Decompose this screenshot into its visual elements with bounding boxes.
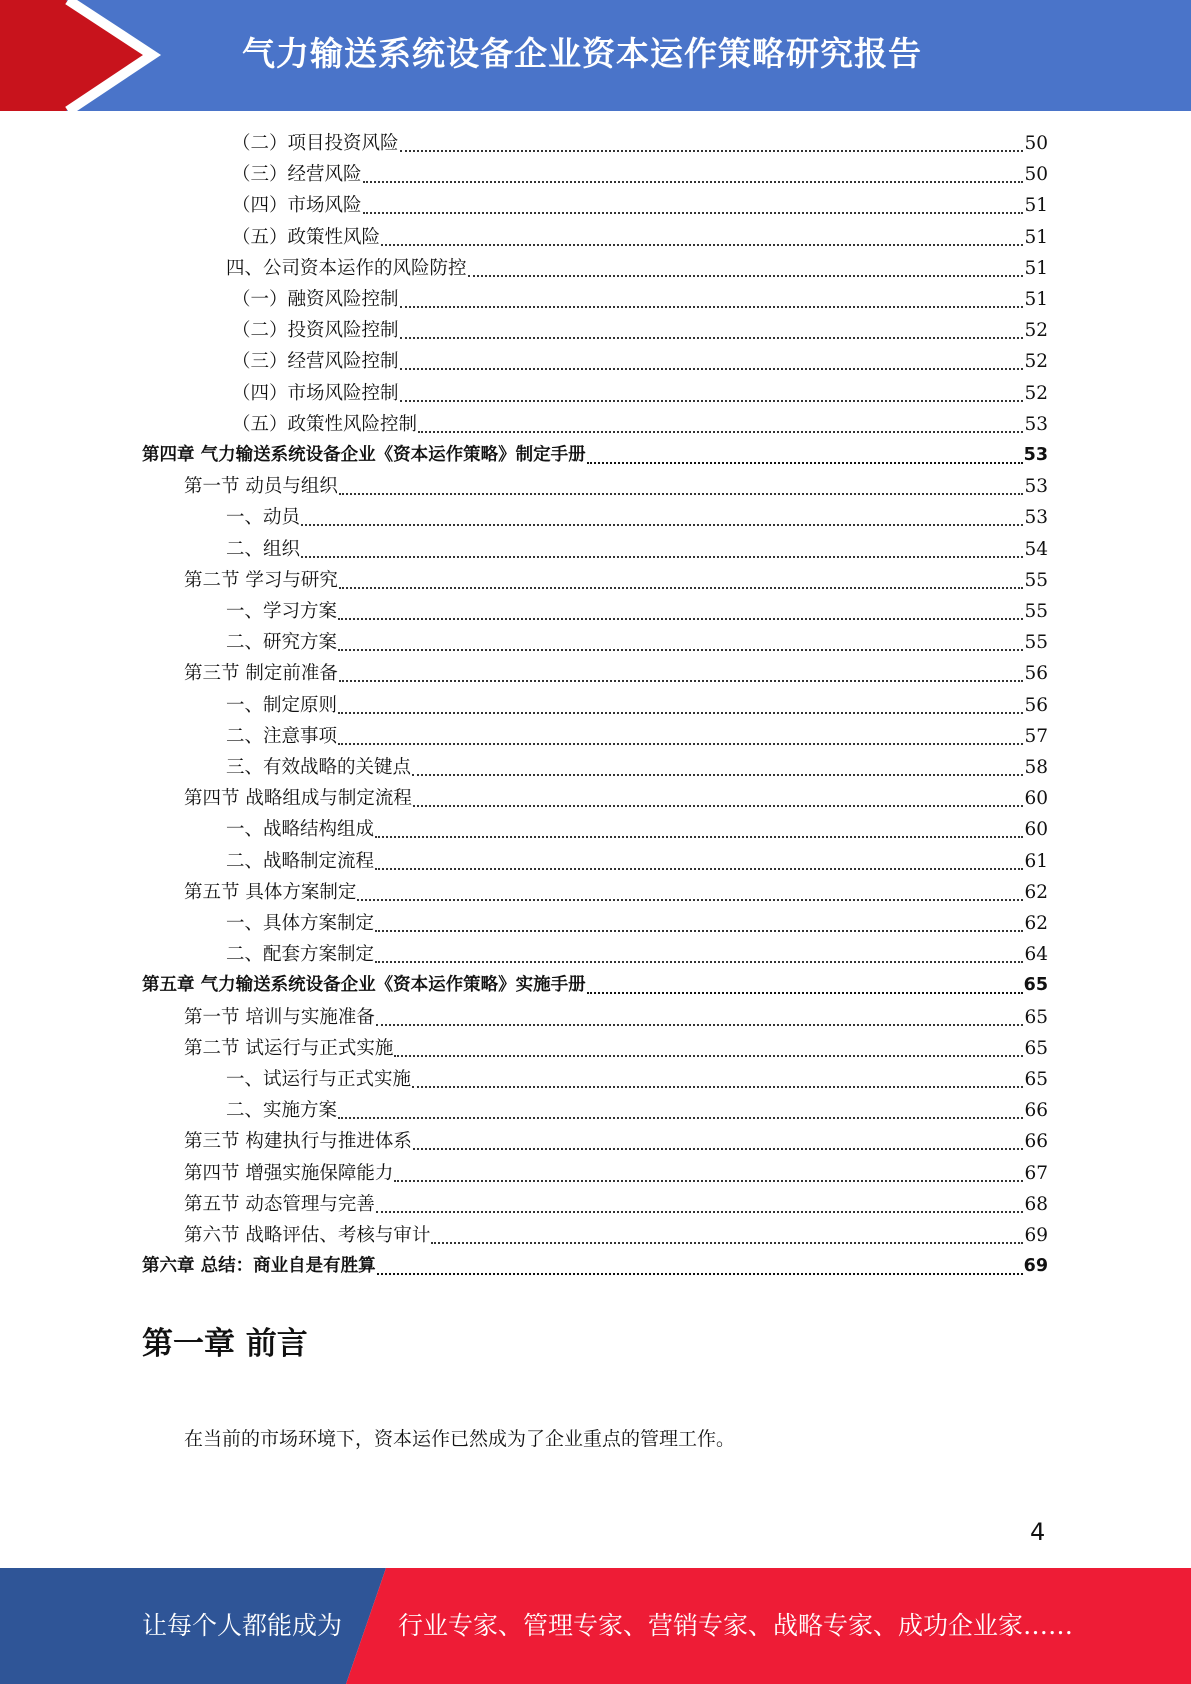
toc-leader-dots (363, 181, 1024, 183)
toc-entry-title: 二、注意事项 (226, 726, 338, 747)
toc-leader-dots (375, 868, 1023, 870)
toc-entry[interactable] (232, 284, 1048, 315)
toc-entry[interactable] (232, 190, 1048, 221)
toc-leader-dots (376, 1211, 1024, 1213)
toc-leader-dots (338, 1117, 1023, 1119)
toc-leader-dots (301, 556, 1023, 558)
toc-entry-page: 65 (1024, 1007, 1048, 1028)
toc-entry-page: 58 (1024, 757, 1048, 778)
toc-entry-page: 54 (1024, 539, 1048, 560)
toc-entry-title: 一、学习方案 (226, 601, 338, 622)
toc-entry[interactable] (226, 627, 1048, 658)
toc-leader-dots (394, 1055, 1023, 1057)
toc-entry-page: 52 (1024, 383, 1048, 404)
toc-entry[interactable] (232, 128, 1048, 159)
toc-entry-page: 66 (1024, 1100, 1048, 1121)
toc-entry-page: 50 (1024, 133, 1048, 154)
toc-entry-title: （五）政策性风险 (232, 227, 381, 248)
toc-entry-page: 68 (1024, 1194, 1048, 1215)
toc-entry-page: 55 (1024, 570, 1048, 591)
toc-leader-dots (400, 306, 1024, 308)
toc-leader-dots (394, 1180, 1023, 1182)
toc-chapter-entry[interactable] (142, 440, 1048, 471)
toc-entry-title: 第四章 气力输送系统设备企业《资本运作策略》制定手册 (142, 445, 586, 465)
toc-leader-dots (412, 774, 1023, 776)
toc-entry[interactable] (226, 846, 1048, 877)
footer-slogan-right: 行业专家、管理专家、营销专家、战略专家、成功企业家…… (398, 1611, 1074, 1640)
toc-entry[interactable] (232, 159, 1048, 190)
toc-entry-page: 57 (1024, 726, 1048, 747)
toc-entry-title: 二、实施方案 (226, 1100, 338, 1121)
toc-entry-page: 64 (1024, 944, 1048, 965)
toc-leader-dots (301, 524, 1023, 526)
toc-entry-title: 一、动员 (226, 507, 301, 528)
toc-leader-dots (375, 836, 1023, 838)
toc-entry-page: 51 (1024, 289, 1048, 310)
toc-entry[interactable] (226, 534, 1048, 565)
toc-entry-title: 第三节 构建执行与推进体系 (184, 1131, 412, 1152)
toc-entry[interactable] (226, 939, 1048, 970)
footer-slogan-left: 让每个人都能成为 (142, 1611, 343, 1640)
toc-entry-title: 第一节 动员与组织 (184, 476, 338, 497)
toc-entry-title: 第二节 学习与研究 (184, 570, 338, 591)
toc-entry[interactable] (184, 1189, 1048, 1220)
toc-entry[interactable] (184, 1220, 1048, 1251)
toc-entry-title: 二、配套方案制定 (226, 944, 375, 965)
toc-entry-page: 51 (1024, 258, 1048, 279)
toc-leader-dots (400, 368, 1024, 370)
toc-entry[interactable] (184, 1002, 1048, 1033)
toc-entry[interactable] (232, 378, 1048, 409)
toc-entry-title: 一、战略结构组成 (226, 819, 375, 840)
toc-entry-page: 52 (1024, 320, 1048, 341)
toc-chapter-entry[interactable] (142, 1251, 1048, 1282)
toc-entry-page: 52 (1024, 351, 1048, 372)
toc-leader-dots (377, 1273, 1023, 1275)
toc-entry[interactable] (232, 346, 1048, 377)
toc-leader-dots (431, 1242, 1023, 1244)
toc-entry[interactable] (226, 1064, 1048, 1095)
toc-entry-title: 第二节 试运行与正式实施 (184, 1038, 394, 1059)
toc-entry-page: 53 (1024, 414, 1048, 435)
body-paragraph: 在当前的市场环境下，资本运作已然成为了企业重点的管理工作。 (184, 1428, 736, 1450)
toc-leader-dots (339, 493, 1024, 495)
toc-entry-page: 51 (1024, 227, 1048, 248)
toc-entry-title: 第四节 增强实施保障能力 (184, 1163, 394, 1184)
toc-entry-page: 51 (1024, 195, 1048, 216)
toc-leader-dots (587, 992, 1023, 994)
toc-entry[interactable] (184, 471, 1048, 502)
toc-entry-title: 第六章 总结：商业自是有胜算 (142, 1256, 376, 1276)
toc-leader-dots (339, 587, 1024, 589)
toc-entry-title: （四）市场风险 (232, 195, 362, 216)
toc-leader-dots (375, 930, 1023, 932)
toc-leader-dots (413, 805, 1024, 807)
toc-entry-title: （四）市场风险控制 (232, 383, 399, 404)
page-header (0, 0, 1191, 111)
toc-leader-dots (400, 400, 1024, 402)
toc-entry-title: 一、试运行与正式实施 (226, 1069, 412, 1090)
toc-entry[interactable] (184, 1033, 1048, 1064)
toc-leader-dots (338, 712, 1023, 714)
toc-entry-page: 61 (1024, 851, 1048, 872)
toc-entry-title: （三）经营风险控制 (232, 351, 399, 372)
toc-entry-page: 53 (1024, 507, 1048, 528)
toc-entry-page: 65 (1023, 975, 1048, 995)
toc-entry-title: 三、有效战略的关键点 (226, 757, 412, 778)
toc-entry-title: 第三节 制定前准备 (184, 663, 338, 684)
toc-entry-page: 69 (1023, 1256, 1048, 1276)
toc-entry-page: 66 (1024, 1131, 1048, 1152)
toc-entry-page: 67 (1024, 1163, 1048, 1184)
toc-leader-dots (418, 431, 1023, 433)
toc-entry-title: （五）政策性风险控制 (232, 414, 418, 435)
page-footer (0, 1568, 1191, 1684)
toc-entry-title: 一、具体方案制定 (226, 913, 375, 934)
toc-leader-dots (376, 1024, 1024, 1026)
toc-entry-page: 60 (1024, 788, 1048, 809)
toc-entry[interactable] (184, 783, 1048, 814)
toc-entry-page: 53 (1023, 445, 1048, 465)
toc-entry-title: 第五节 动态管理与完善 (184, 1194, 375, 1215)
toc-leader-dots (400, 150, 1024, 152)
toc-entry-title: 第五节 具体方案制定 (184, 882, 357, 903)
toc-entry-title: 第一节 培训与实施准备 (184, 1007, 375, 1028)
toc-entry[interactable] (232, 222, 1048, 253)
toc-entry[interactable] (226, 690, 1048, 721)
toc-entry-title: 二、战略制定流程 (226, 851, 375, 872)
toc-entry-title: 第四节 战略组成与制定流程 (184, 788, 412, 809)
toc-entry-page: 60 (1024, 819, 1048, 840)
toc-leader-dots (338, 649, 1023, 651)
toc-entry-page: 69 (1024, 1225, 1048, 1246)
toc-entry[interactable] (226, 721, 1048, 752)
toc-leader-dots (413, 1148, 1024, 1150)
toc-entry-title: 第六节 战略评估、考核与审计 (184, 1225, 431, 1246)
toc-entry[interactable] (226, 908, 1048, 939)
toc-entry[interactable] (184, 877, 1048, 908)
toc-entry-title: 二、组织 (226, 539, 301, 560)
toc-leader-dots (338, 618, 1023, 620)
toc-leader-dots (375, 961, 1023, 963)
toc-entry-page: 56 (1024, 663, 1048, 684)
toc-entry-title: 二、研究方案 (226, 632, 338, 653)
toc-entry[interactable] (226, 596, 1048, 627)
toc-entry-title: 四、公司资本运作的风险防控 (226, 258, 467, 279)
toc-entry[interactable] (226, 752, 1048, 783)
toc-entry[interactable] (226, 1095, 1048, 1126)
toc-entry[interactable] (184, 565, 1048, 596)
toc-entry-title: （二）投资风险控制 (232, 320, 399, 341)
toc-leader-dots (338, 743, 1023, 745)
page-number: 4 (1030, 1518, 1046, 1546)
toc-entry[interactable] (226, 814, 1048, 845)
toc-leader-dots (468, 275, 1024, 277)
toc-entry[interactable] (232, 409, 1048, 440)
toc-leader-dots (587, 462, 1023, 464)
toc-entry[interactable] (226, 253, 1048, 284)
toc-leader-dots (357, 899, 1023, 901)
toc-entry-title: 第五章 气力输送系统设备企业《资本运作策略》实施手册 (142, 975, 586, 995)
toc-entry[interactable] (232, 315, 1048, 346)
toc-entry[interactable] (226, 502, 1048, 533)
toc-entry[interactable] (184, 1126, 1048, 1157)
toc-entry[interactable] (184, 1158, 1048, 1189)
toc-entry-page: 55 (1024, 601, 1048, 622)
toc-leader-dots (400, 337, 1024, 339)
toc-leader-dots (381, 244, 1023, 246)
toc-entry-page: 55 (1024, 632, 1048, 653)
chapter-heading: 第一章 前言 (142, 1326, 308, 1362)
toc-leader-dots (339, 680, 1024, 682)
toc-entry-page: 53 (1024, 476, 1048, 497)
toc-entry-page: 65 (1024, 1038, 1048, 1059)
toc-entry-page: 62 (1024, 882, 1048, 903)
toc-leader-dots (412, 1086, 1023, 1088)
toc-entry[interactable] (184, 658, 1048, 689)
toc-entry-title: （一）融资风险控制 (232, 289, 399, 310)
toc-entry-title: （三）经营风险 (232, 164, 362, 185)
toc-entry-title: 一、制定原则 (226, 695, 338, 716)
document-title: 气力输送系统设备企业资本运作策略研究报告 (242, 34, 922, 73)
toc-entry-page: 56 (1024, 695, 1048, 716)
toc-entry-page: 50 (1024, 164, 1048, 185)
toc-chapter-entry[interactable] (142, 970, 1048, 1001)
toc-entry-page: 62 (1024, 913, 1048, 934)
toc-leader-dots (363, 212, 1024, 214)
toc-entry-page: 65 (1024, 1069, 1048, 1090)
toc-entry-title: （二）项目投资风险 (232, 133, 399, 154)
